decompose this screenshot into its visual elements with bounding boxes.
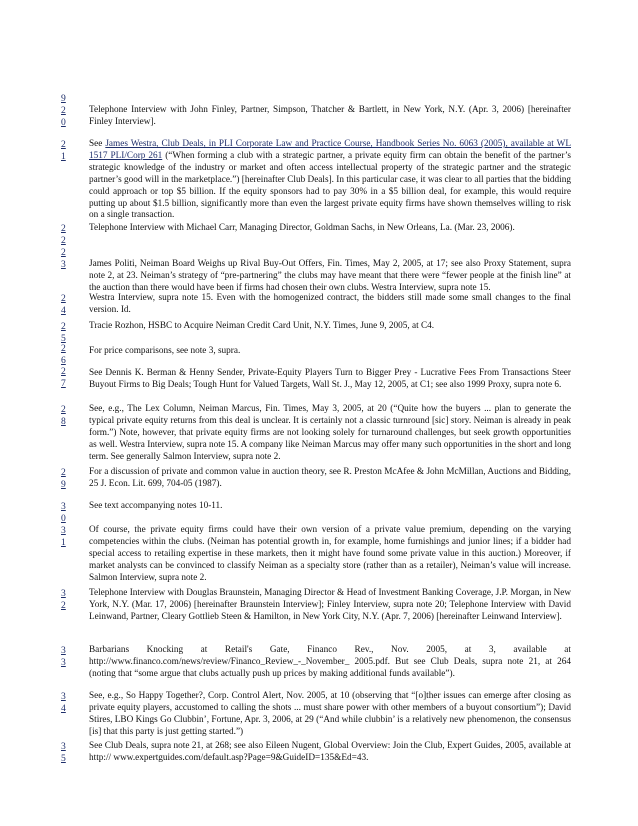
footnote-number[interactable]: 3 5 [61,741,66,764]
westra-citation-link[interactable]: James Westra, Club Deals, in PLI Corporate Law and Practice Course, Handbook Series No. 6063 (2005), available at WL 1517 PLI/Corp 261 [89,139,571,161]
footnote-text: See Dennis K. Berman & Henny Sender, Private-Equity Players Turn to Bigger Prey - Lucrative Fees From Transactions Steer Buyout Firms to Big Deals; Tough Hunt for Valued Targets, Wall St. J., May 12, 2005, at C1; see also 1999 Proxy, supra note 6. [89,368,571,390]
footnote-text: For a discussion of private and common value in auction theory, see R. Preston McAfee & John McMillan, Auctions and Bidding, 25 J. Econ. Lit. 699, 704-05 (1987). [89,467,571,489]
footnote-number[interactable]: 2 1 [61,139,66,162]
footnote-number[interactable]: 2 8 [61,404,66,427]
footnote-text: Telephone Interview with John Finley, Partner, Simpson, Thatcher & Bartlett, in New York, N.Y. (Apr. 3, 2006) [hereinafter Finley Interview]. [89,105,571,127]
footnote-text: See Club Deals, supra note 21, at 268; see also Eileen Nugent, Global Overview: Join the Club, Expert Guides, 2005, available at http:// www.expertguides.com/default.asp?Page=9&GuideID=135&Ed=43. [89,741,571,763]
footnote-text: For price comparisons, see note 3, supra. [89,346,241,356]
footnote-text: See, e.g., The Lex Column, Neiman Marcus, Fin. Times, May 3, 2005, at 20 (“Quite how the buyers ... plan to generate the typical private equity returns from this deal is unclear. It is certainly not a classic turnround [sic] story. Neiman is already in peak form.”) Note, however, that private equity firms are not looking solely for turnaround challenges, but seek growth opportunities as well. Westra Interview, supra note 15. A company like Neiman Marcus may offer many such opportunities in the short and long term. See generally Salmon Interview, supra note 2. [89,404,571,462]
footnote-number[interactable]: 3 3 [61,645,66,668]
footnote-number[interactable]: 3 0 [61,501,66,524]
footnote-text [89,139,571,222]
footnote-number[interactable]: 2 7 [61,366,66,389]
footnote-number[interactable]: 2 6 [61,343,66,366]
footnote-text: Of course, the private equity firms could have their own version of a private value premium, depending on the varying competencies within the clubs. (Neiman has potential growth in, for example, home furnishings and junior lines; if a bidder had special access to retailing expertise in these markets, then it might have found some private value in this auction.) Moreover, if market analysts can be convinced to classify Neiman as a specialty store (rather than as a retailer), Neiman’s value will increase. Salmon Interview, supra note 2. [89,525,571,583]
footnote-number[interactable]: 3 4 [61,691,66,714]
footnote-text-pre: See [89,139,106,149]
footnote-text: Barbarians Knocking at Retail's Gate, Financo Rev., Nov. 2005, at 3, available at http://www.financo.com/news/review/Financo_Review_-_November_ 2005.pdf. But see Club Deals, supra note 21, at 264 (noting that “some argue that clubs actually push up prices by making additional funds available”). [89,645,571,679]
footnote-text: See text accompanying notes 10-11. [89,501,223,511]
footnote-number[interactable]: 2 9 [61,467,66,490]
footnote-text: Tracie Rozhon, HSBC to Acquire Neiman Credit Card Unit, N.Y. Times, June 9, 2005, at C4. [89,321,435,331]
footnote-number[interactable]: 2 5 [61,321,66,344]
footnote-number[interactable]: 2 3 [61,247,66,270]
footnote-text: Telephone Interview with Michael Carr, Managing Director, Goldman Sachs, in New Orleans, La. (Mar. 23, 2006). [89,223,515,233]
footnote-text: James Politi, Neiman Board Weighs up Rival Buy-Out Offers, Fin. Times, May 2, 2005, at 17; see also Proxy Statement, supra note 2, at 23. Neiman’s strategy of “pre-partnering” the clubs may have meant that there were “fewer people at the finish line” at the auction than there would have been if firms had chosen their own clubs. Westra Interview, supra note 15. [89,259,571,293]
footnote-text: Telephone Interview with Douglas Braunstein, Managing Director & Head of Investment Banking Coverage, J.P. Morgan, in New York, N.Y. (Mar. 17, 2006) [hereinafter Braunstein Interview]; Finley Interview, supra note 20; Telephone Interview with David Leinwand, Partner, Cleary Gottlieb Steen & Hamilton, in New York City, N.Y. (Apr. 7, 2006) [hereinafter Leinwand Interview]. [89,588,571,622]
footnote-number[interactable]: 2 2 [61,223,66,246]
footnote-number[interactable]: 3 2 [61,588,66,611]
footnote-number[interactable]: 2 4 [61,293,66,316]
footnote-number[interactable]: 9 2 0 [61,93,66,128]
footnote-text: Westra Interview, supra note 15. Even with the homogenized contract, the bidders still made some small changes to the final version. Id. [89,293,571,315]
footnote-text-post: (“When forming a club with a strategic partner, a private equity firm can obtain the benefit of the partner’s strategic knowledge of the industry or market and often access intellectual property of the strategic partner and the strategic partner’s good will in the marketplace.”) [hereinafter Club Deals]. In this particular case, it was clear to all parties that the bidding could approach or top $5 billion. If the equity sponsors had to pay 30% in a $5 billion deal, for example, this would require putting up about $1.5 billion, significantly more than even the largest private equity firms have shown themselves willing to risk on a single transaction. [89,150,571,221]
footnote-text: See, e.g., So Happy Together?, Corp. Control Alert, Nov. 2005, at 10 (observing that “[o]ther issues can emerge after closing as private equity players, accustomed to calling the shots ... must share power with other members of a buyout consortium”); David Stires, LBO Kings Go Clubbin’, Fortune, Apr. 3, 2006, at 29 (“And while clubbin’ is a relatively new phenomenon, the consensus [is] that this party is just getting started.”) [89,691,571,737]
footnote-number[interactable]: 3 1 [61,525,66,548]
